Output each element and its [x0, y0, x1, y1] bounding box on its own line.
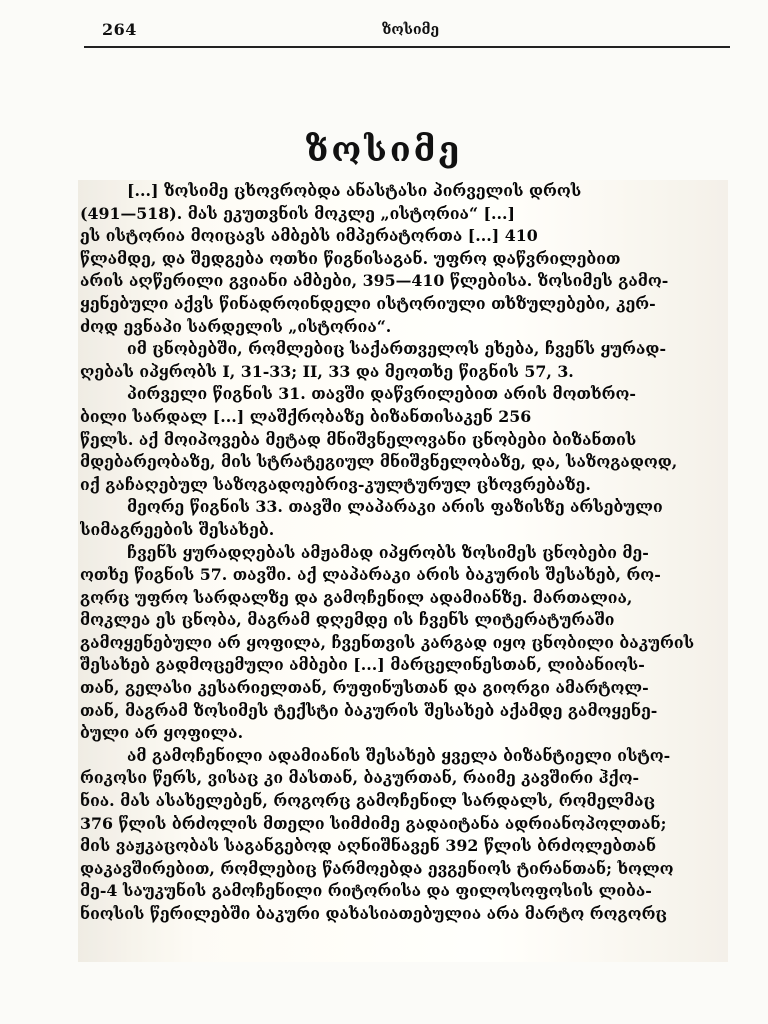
text-line: ღებას იპყრობს I, 31-33; II, 33 და მეოთხე წიგნის 57, 3.	[80, 361, 574, 381]
body-text	[78, 180, 728, 962]
text-line: შესახებ გადმოცემული ამბები [...] მარცელინესთან, ლიბანიოს-	[80, 655, 645, 675]
text-line: (491—518). მას ეკუთვნის მოკლე „ისტორია“ [...]	[80, 203, 515, 223]
text-line: იმ ცნობებში, რომლებიც საქართველოს ეხება, ჩვენს ყურად-	[127, 339, 666, 359]
chapter-title: ზოსიმე	[305, 130, 463, 170]
text-line: ნიოსის წერილებში ბაკური დახასიათებულია არა მარტო როგორც	[80, 904, 667, 923]
text-line: ეს ისტორია მოიცავს ამბებს იმპერატორთა [...] 410	[80, 226, 538, 246]
running-head: ზოსიმე	[382, 22, 440, 38]
page-header	[84, 18, 730, 48]
text-line: ამ გამოჩენილი ადამიანის შესახებ ყველა ბიზანტიელი ისტო-	[127, 745, 671, 765]
text-line: პირველი წიგნის 31. თავში დაწვრილებით არის მოთხრო-	[127, 384, 636, 404]
text-line: იქ გაჩაღებულ საზოგადოებრივ-კულტურულ ცხოვრებაზე.	[80, 474, 591, 494]
text-line: 376 წლის ბრძოლის მთელი სიმძიმე გადაიტანა ადრიანოპოლთან;	[80, 813, 667, 833]
text-line: წელს. აქ მოიპოვება მეტად მნიშვნელოვანი ცნობები ბიზანთის	[80, 429, 637, 449]
text-line: რიკოსი წერს, ვისაც კი მასთან, ბაკურთან, რაიმე კავშირი ჰქო-	[80, 768, 640, 788]
text-line: ძოდ ევნაპი სარდელის „ისტორია“.	[80, 316, 392, 336]
text-line: მოკლეა ეს ცნობა, მაგრამ დღემდე ის ჩვენს ლიტერატურაში	[80, 610, 615, 630]
text-line: ყენებული აქვს წინადროინდელი ისტორიული თხზულებები, კერ-	[80, 293, 656, 313]
text-line: წლამდე, და შედგება ოთხი წიგნისაგან. უფრო დაწვრილებით	[80, 248, 621, 268]
text-line: სიმაგრეების შესახებ.	[80, 519, 275, 539]
text-line: მის ვაჟკაცობას საგანგებოდ აღნიშნავენ 392 წლის ბრძოლებთან	[80, 836, 657, 856]
text-line: ნია. მას ასახელებენ, როგორც გამოჩენილ სარდალს, რომელმაც	[80, 791, 655, 811]
page-number: 264	[102, 20, 137, 39]
text-line: ჩვენს ყურადღებას ამჟამად იპყრობს ზოსიმეს ცნობები მე-	[127, 542, 649, 562]
text-line: თან, მაგრამ ზოსიმეს ტექსტი ბაკურის შესახებ აქამდე გამოყენე-	[80, 700, 658, 720]
text-line: ბული არ ყოფილა.	[80, 723, 244, 743]
text-line: გამოყენებული არ ყოფილა, ჩვენთვის კარგად იყო ცნობილი ბაკურის	[80, 632, 695, 652]
text-line: დაკავშირებით, რომლებიც წარმოებდა ევგენიოს ტირანთან; ხოლო	[80, 858, 674, 878]
text-line: ბილი სარდალ [...] ლაშქრობაზე ბიზანთისაკენ 256	[80, 406, 532, 426]
text-line: [...] ზოსიმე ცხოვრობდა ანასტასი პირველის დროს	[127, 181, 582, 200]
text-line: გორც უფრო სარდალზე და გამოჩენილ ადამიანზე. მართალია,	[80, 587, 633, 607]
text-line: არის აღწერილი გვიანი ამბები, 395—410 წლებისა. ზოსიმეს გამო-	[80, 271, 669, 291]
text-line: თან, გელასი კესარიელთან, რუფინუსთან და გიორგი ამარტოლ-	[80, 678, 649, 698]
text-line: ოთხე წიგნის 57. თავში. აქ ლაპარაკი არის ბაკურის შესახებ, რო-	[80, 565, 661, 585]
text-line: მე-4 საუკუნის გამოჩენილი რიტორისა და ფილოსოფოსის ლიბა-	[80, 881, 652, 901]
text-line: მეორე წიგნის 33. თავში ლაპარაკი არის ფაზისზე არსებული	[127, 497, 663, 517]
text-line: მდებარეობაზე, მის სტრატეგიულ მნიშვნელობაზე, და, საზოგადოდ,	[80, 452, 678, 472]
